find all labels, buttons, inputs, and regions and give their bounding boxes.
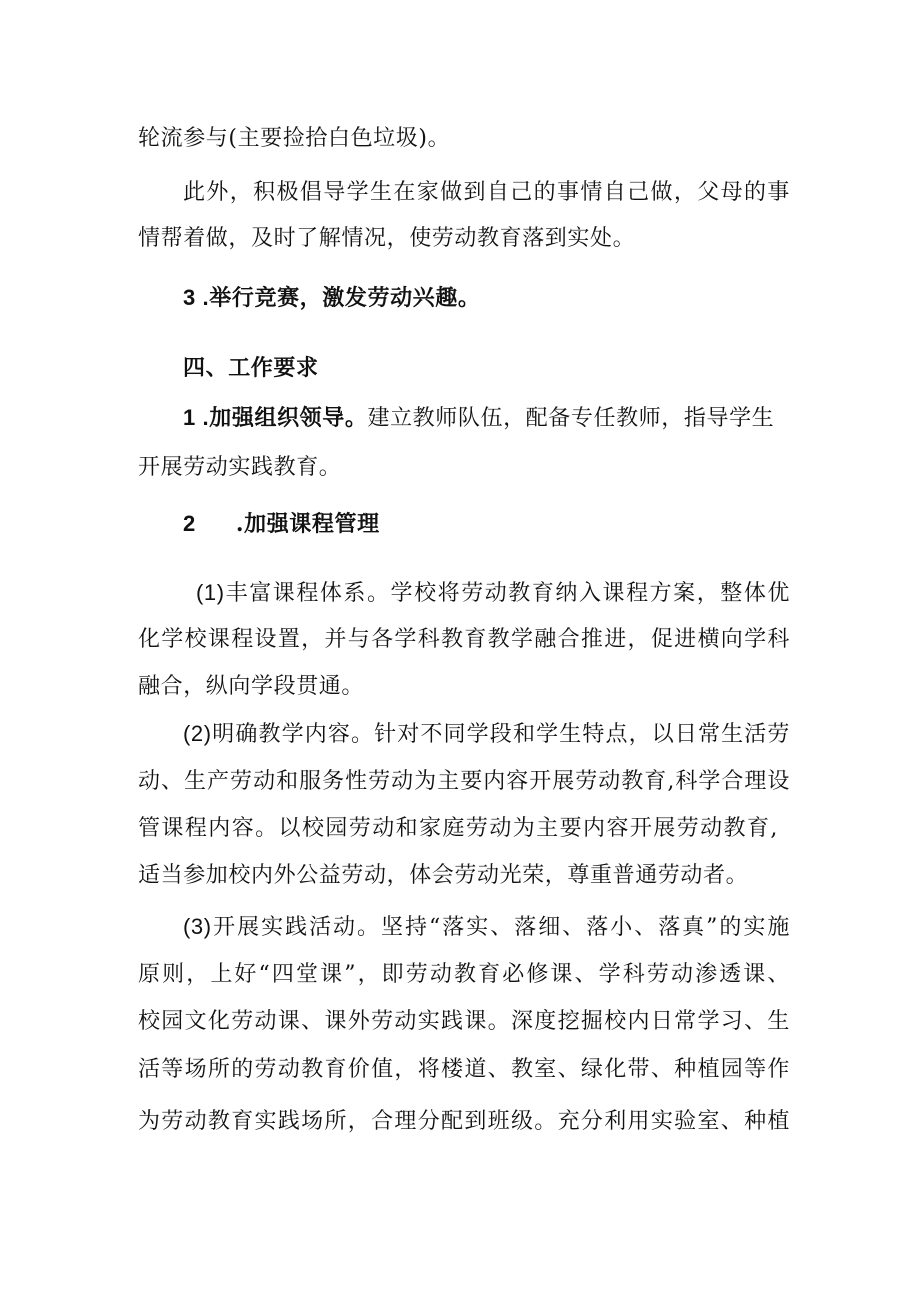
paragraph-line [138,1007,790,1037]
paragraph-line [138,960,790,990]
item-number: 2 [183,511,196,536]
bold-lead: 加强组织领导。 [209,405,368,431]
line-text: 化学校课程设置，并与各学科教育教学融合推进，促进横向学科 [138,627,790,652]
line-text: 丰富课程体系。学校将劳动教育纳入课程方案，整体优 [224,581,790,606]
paragraph-line [138,124,790,154]
line-text: 管课程内容。以校园劳动和家庭劳动为主要内容开展劳动教育, [138,816,778,841]
paren-number: (3) [183,914,212,939]
paragraph-line [138,767,790,797]
heading-text: .加强课程管理 [235,511,380,537]
paragraph-line [138,453,790,483]
paragraph-line [183,178,790,208]
section-heading [183,283,835,313]
paragraph-line [183,912,790,943]
paragraph-line [138,1107,790,1137]
heading-text: 举行竞赛，激发劳动兴趣。 [209,285,481,311]
paragraph-line [138,861,790,891]
line-text: 活等场所的劳动教育价值，将楼道、教室、绿化带、种植园等作 [138,1057,790,1082]
item-number: 1 . [183,405,210,430]
line-text: 适当参加校内外公益劳动，体会劳动光荣，尊重普通劳动者。 [138,863,749,888]
line-text: 情帮着做，及时了解情况，使劳动教育落到实处。 [138,226,636,251]
line-text: 原则，上好“四堂课”，即劳动教育必修课、学科劳动渗透课、 [138,962,790,987]
line-text: 为劳动教育实践场所，合理分配到班级。充分利用实验室、种植 [138,1109,790,1134]
line-text: 开展实践活动。坚持“落实、落细、落小、落真”的实施 [211,915,790,940]
section-heading [183,509,835,539]
line-text: 动、生产劳动和服务性劳动为主要内容开展劳动教育,科学合理设 [138,769,790,794]
line-text: 建立教师队伍，配备专任教师，指导学生 [367,406,775,431]
line-text: 融合，纵向学段贯通。 [138,674,365,699]
paren-number: (1) [196,580,225,605]
paragraph-line [138,814,778,844]
paragraph-line [138,1055,790,1085]
line-text: 校园文化劳动课、课外劳动实践课。深度挖掘校内日常学习、生 [138,1009,790,1034]
paragraph-line [138,672,790,702]
paragraph-line [138,224,790,254]
chapter-heading [183,353,835,383]
paragraph-line [138,625,790,655]
paragraph-line [183,719,790,750]
paragraph-line [196,578,790,609]
heading-text: 四、工作要求 [183,355,319,381]
line-text: 明确教学内容。针对不同学段和学生特点，以日常生活劳 [211,722,790,747]
line-text: 此外，积极倡导学生在家做到自己的事情自己做，父母的事 [183,180,790,205]
item-number: 3 . [183,285,210,310]
line-text: 开展劳动实践教育。 [138,455,342,480]
paren-number: (2) [183,721,212,746]
paragraph-line [183,403,790,434]
line-text: 轮流参与(主要捡拾白色垃圾)。 [138,126,451,151]
